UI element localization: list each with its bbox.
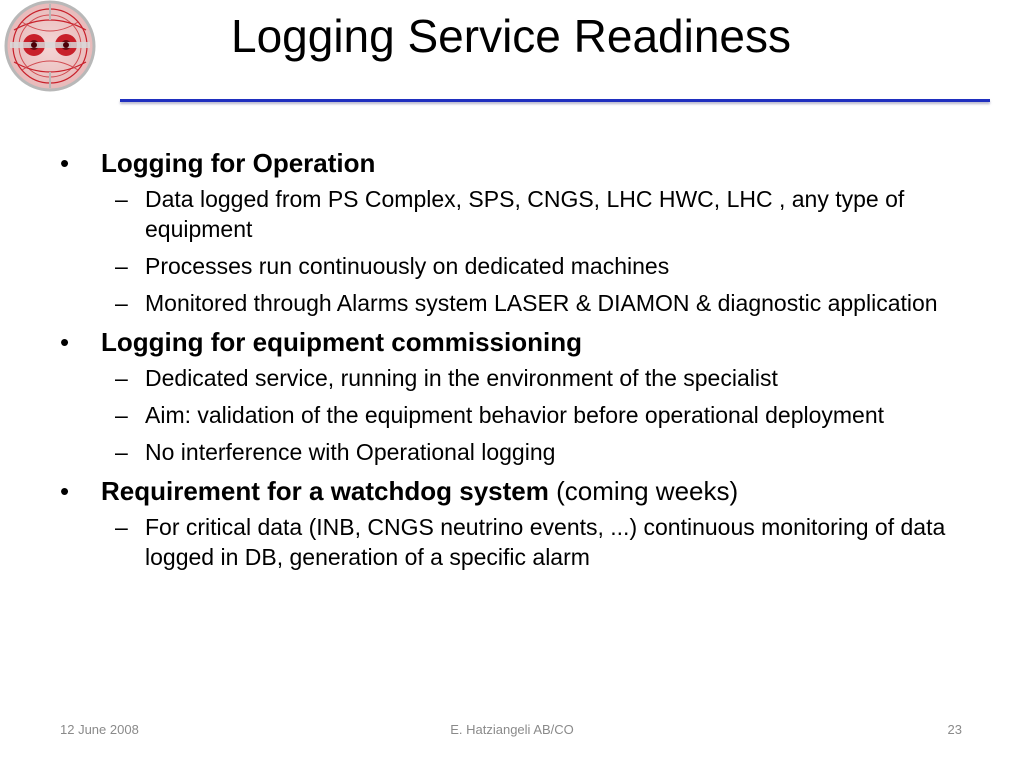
dash: –	[115, 402, 128, 428]
sub-bullet	[60, 251, 960, 281]
bullet-logging-for-equipment-commissioning	[60, 325, 960, 359]
footer-author: E. Hatziangeli AB/CO	[450, 722, 574, 737]
bullet-heading-suffix: (coming weeks)	[548, 476, 739, 506]
footer-date: 12 June 2008	[60, 722, 139, 737]
dash: –	[115, 253, 128, 279]
bullet-logging-for-operation	[60, 146, 960, 180]
bullet-heading: Requirement for a watchdog system	[101, 476, 549, 506]
bullet-dot: •	[60, 476, 70, 506]
bullet-dot: •	[60, 148, 70, 178]
slide-title	[0, 6, 1024, 66]
title-underline	[120, 99, 990, 102]
dash: –	[115, 514, 128, 540]
dash: –	[115, 290, 128, 316]
sub-bullet-text: No interference with Operational logging	[145, 439, 556, 465]
bullet-heading: Logging for Operation	[101, 148, 376, 178]
sub-bullet-text: Monitored through Alarms system LASER & DIAMON & diagnostic application	[145, 290, 938, 316]
sub-bullet-text: Data logged from PS Complex, SPS, CNGS, LHC HWC, LHC , any type of equipment	[145, 186, 905, 242]
sub-bullet-text: Aim: validation of the equipment behavior before operational deployment	[145, 402, 885, 428]
sub-bullet	[60, 400, 960, 430]
sub-bullet	[60, 288, 960, 318]
slide-body	[60, 146, 960, 579]
sub-bullet-text: Dedicated service, running in the environment of the specialist	[145, 365, 778, 391]
sub-bullet-text: Processes run continuously on dedicated machines	[145, 253, 670, 279]
dash: –	[115, 365, 128, 391]
dash: –	[115, 186, 128, 212]
sub-bullet	[60, 363, 960, 393]
dash: –	[115, 439, 128, 465]
footer-page-number: 23	[947, 722, 962, 737]
bullet-dot: •	[60, 327, 70, 357]
bullet-requirement-for-watchdog-system	[60, 474, 960, 508]
slide-title-text: Logging Service Readiness	[230, 10, 792, 62]
sub-bullet	[60, 512, 960, 572]
sub-bullet-text: For critical data (INB, CNGS neutrino events, ...) continuous monitoring of data logged in DB, generation of a specific alarm	[145, 514, 946, 570]
bullet-heading: Logging for equipment commissioning	[101, 327, 582, 357]
sub-bullet	[60, 184, 960, 244]
sub-bullet	[60, 437, 960, 467]
